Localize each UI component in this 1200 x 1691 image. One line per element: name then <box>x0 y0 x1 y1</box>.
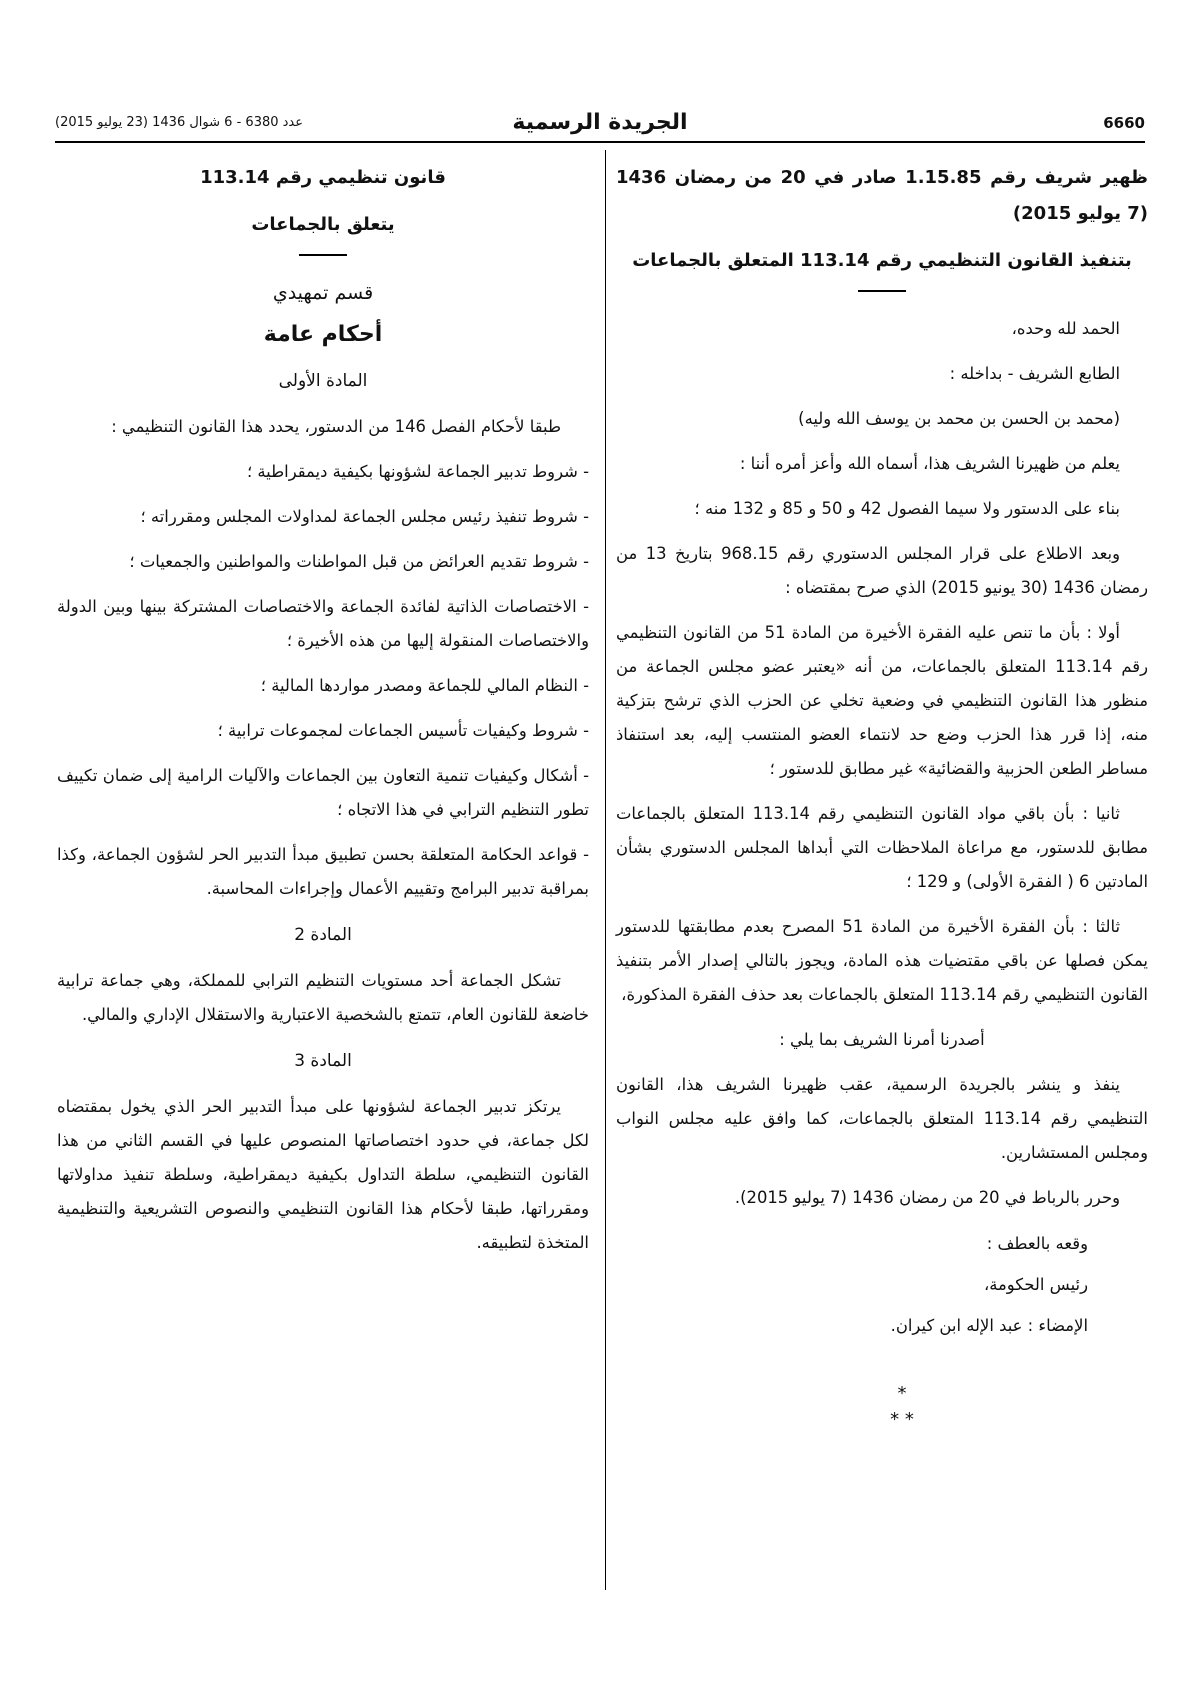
law-title: قانون تنظيمي رقم 113.14 <box>200 167 446 188</box>
page-number: 6660 <box>1103 114 1145 132</box>
seal-line: الطابع الشريف - بداخله : <box>949 364 1120 383</box>
title-separator <box>858 290 906 292</box>
gazette-title: الجريدة الرسمية <box>512 110 688 135</box>
article-heading: المادة 3 <box>294 1051 352 1071</box>
title-separator <box>299 254 347 256</box>
header-rule <box>55 141 1145 143</box>
paragraph: ثانيا : بأن باقي مواد القانون التنظيمي رقم 113.14 المتعلق بالجماعات مطابق للدستور، مع مراعاة الملاحظات التي أبداها المجلس الدستوري بشأن المادتين 6 ( الفقرة الأولى) و 129 ؛ <box>616 804 1148 891</box>
section-title: قسم تمهيدي <box>272 282 374 304</box>
paragraph: ينفذ و ينشر بالجريدة الرسمية، عقب ظهيرنا الشريف هذا، القانون التنظيمي رقم 113.14 المتعلق بالجماعات، كما وافق عليه مجلس النواب ومجلس المستشارين. <box>616 1075 1148 1162</box>
date-line: وحرر بالرباط في 20 من رمضان 1436 (7 يوليو 2015). <box>734 1188 1120 1207</box>
signature-block <box>616 1229 1088 1341</box>
paragraph: طبقا لأحكام الفصل 146 من الدستور، يحدد هذا القانون التنظيمي : <box>111 417 561 436</box>
list-item: - قواعد الحكامة المتعلقة بحسن تطبيق مبدأ التدبير الحر لشؤون الجماعة، وكذا بمراقبة تدبير البرامج وتقييم الأعمال وإجراءات المحاسبة. <box>57 845 589 898</box>
signer-title: رئيس الحكومة، <box>983 1275 1088 1294</box>
paragraph: بناء على الدستور ولا سيما الفصول 42 و 50 و 85 و 132 منه ؛ <box>694 499 1120 518</box>
issue-info: عدد 6380 - 6 شوال 1436 (23 يوليو 2015) <box>55 115 304 130</box>
star-top: * <box>897 1383 907 1404</box>
section-heading: أحكام عامة <box>263 322 383 347</box>
paragraph: تشكل الجماعة أحد مستويات التنظيم الترابي للمملكة، وهي جماعة ترابية خاضعة للقانون العام، تتمتع بالشخصية الاعتبارية والاستقلال الإداري والمالي. <box>57 971 589 1024</box>
paragraph: يرتكز تدبير الجماعة لشؤونها على مبدأ التدبير الحر الذي يخول بمقتضاه لكل جماعة، في حدود اختصاصاتها المنصوص عليها في القسم الثاني من هذا القانون التنظيمي، سلطة التداول بكيفية ديمقراطية، وسلطة تنفيذ مداولاتها ومقرراتها، طبقا لأحكام هذا القانون التنظيمي والنصوص التشريعية والتنظيمية المتخذة لتطبيقه. <box>57 1097 589 1252</box>
paragraph: أولا : بأن ما تنص عليه الفقرة الأخيرة من المادة 51 من القانون التنظيمي رقم 113.14 المتعلق بالجماعات، من أنه «يعتبر عضو مجلس الجماعة من منظور هذا القانون التنظيمي في وضعية تخلي عن الحزب الذي ترشح بتزكية منه، إذا قرر هذا الحزب وضع حد لانتماء العضو المنتسب إليه، بعد استنفاذ مساطر الطعن الحزبية والقضائية» غير مطابق للدستور ؛ <box>616 623 1148 778</box>
dahir-subtitle: بتنفيذ القانون التنظيمي رقم 113.14 المتعلق بالجماعات <box>632 250 1132 271</box>
page-header <box>55 110 1145 140</box>
list-item: - شروط تقديم العرائض من قبل المواطنات والمواطنين والجمعيات ؛ <box>129 552 589 571</box>
list-item: - شروط تنفيذ رئيس مجلس الجماعة لمداولات المجلس ومقرراته ؛ <box>140 507 589 526</box>
signer-name: الإمضاء : عبد الإله ابن كيران. <box>890 1316 1088 1335</box>
article-heading: المادة الأولى <box>278 371 368 391</box>
paragraph: ثالثا : بأن الفقرة الأخيرة من المادة 51 المصرح بعدم مطابقتها للدستور يمكن فصلها عن باقي مقتضيات هذه المادة، ويجوز بالتالي إصدار الأمر بتنفيذ القانون التنظيمي رقم 113.14 المتعلق بالجماعات بعد حذف الفقرة المذكورة، <box>616 917 1148 1004</box>
seal-text: (محمد بن الحسن بن محمد بن يوسف الله وليه) <box>798 409 1120 428</box>
list-item: - النظام المالي للجماعة ومصدر مواردها المالية ؛ <box>260 676 589 695</box>
star-bottom: * * <box>890 1409 914 1430</box>
list-item: - أشكال وكيفيات تنمية التعاون بين الجماعات والآليات الرامية إلى ضمان تكييف تطور التنظيم الترابي في هذا الاتجاه ؛ <box>57 766 589 819</box>
countersign-label: وقعه بالعطف : <box>986 1234 1088 1253</box>
paragraph: أصدرنا أمرنا الشريف بما يلي : <box>779 1030 985 1049</box>
paragraph: وبعد الاطلاع على قرار المجلس الدستوري رقم 968.15 بتاريخ 13 من رمضان 1436 (30 يونيو 2015) الذي صرح بمقتضاه : <box>616 544 1148 597</box>
article-heading: المادة 2 <box>294 925 352 945</box>
end-stars <box>616 1381 1188 1433</box>
praise-line: الحمد لله وحده، <box>1011 319 1120 338</box>
list-item: - شروط تدبير الجماعة لشؤونها بكيفية ديمقراطية ؛ <box>246 462 589 481</box>
paragraph: يعلم من ظهيرنا الشريف هذا، أسماه الله وأعز أمره أننا : <box>739 454 1120 473</box>
list-item: - شروط وكيفيات تأسيس الجماعات لمجموعات ترابية ؛ <box>217 721 589 740</box>
list-item: - الاختصاصات الذاتية لفائدة الجماعة والاختصاصات المشتركة بينها وبين الدولة والاختصاصات المنقولة إليها من هذه الأخيرة ؛ <box>57 597 589 650</box>
left-column <box>57 160 589 1271</box>
column-divider <box>605 150 606 1590</box>
right-column <box>616 160 1148 1433</box>
dahir-title: ظهير شريف رقم 1.15.85 صادر في 20 من رمضان 1436 (7 يوليو 2015) <box>616 167 1148 224</box>
law-subtitle: يتعلق بالجماعات <box>251 214 395 235</box>
